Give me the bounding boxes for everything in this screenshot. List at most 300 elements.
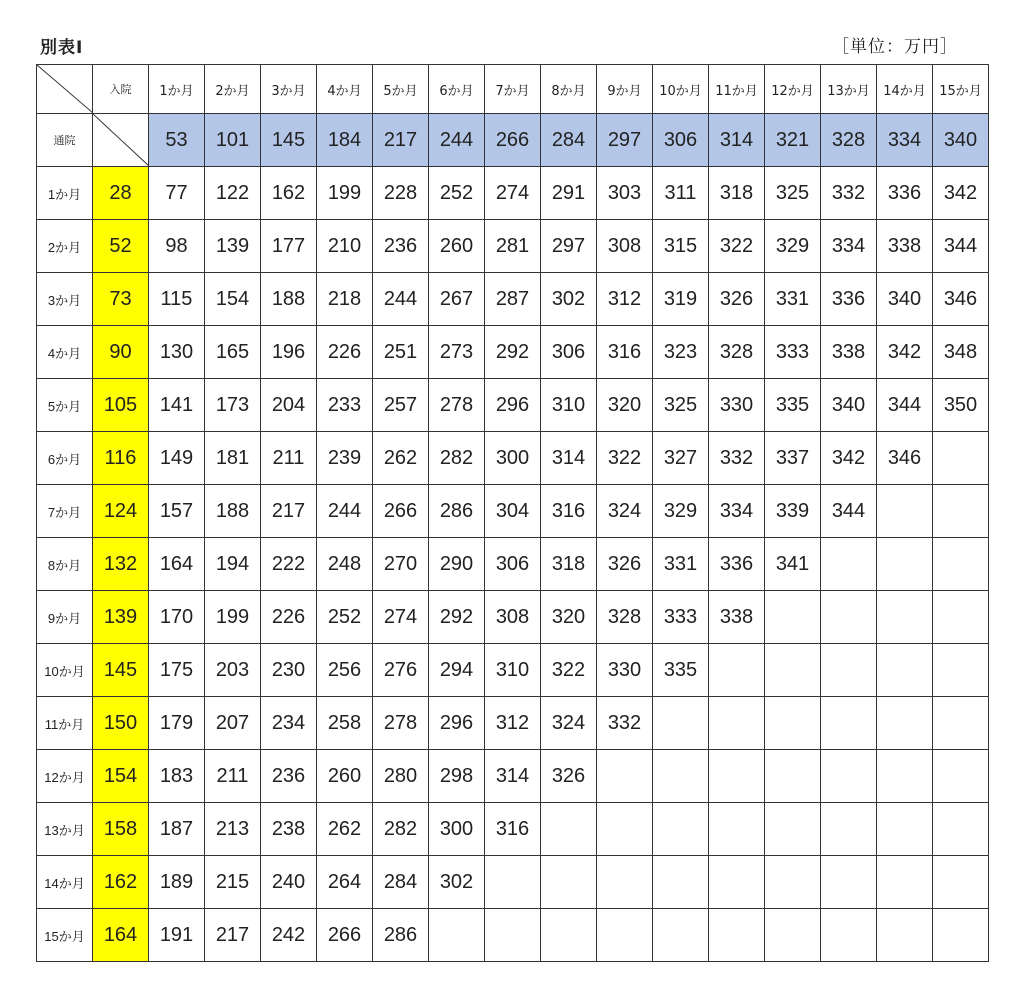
tsuin-only-value: 28 <box>93 167 149 220</box>
table-cell: 215 <box>205 856 261 909</box>
column-header: 12か月 <box>765 65 821 114</box>
table-cell: 322 <box>541 644 597 697</box>
tsuin-only-value: 150 <box>93 697 149 750</box>
table-cell <box>653 803 709 856</box>
table-cell: 248 <box>317 538 373 591</box>
column-header: 1か月 <box>149 65 205 114</box>
table-cell: 252 <box>317 591 373 644</box>
table-cell <box>933 591 989 644</box>
table-cell: 320 <box>541 591 597 644</box>
table-cell <box>653 750 709 803</box>
table-cell: 154 <box>205 273 261 326</box>
table-cell <box>541 856 597 909</box>
table-cell: 334 <box>821 220 877 273</box>
table-cell: 211 <box>205 750 261 803</box>
table-cell: 284 <box>373 856 429 909</box>
table-cell: 274 <box>373 591 429 644</box>
table-cell: 98 <box>149 220 205 273</box>
table-cell <box>709 697 765 750</box>
table-cell <box>877 803 933 856</box>
table-cell: 139 <box>205 220 261 273</box>
column-header: 7か月 <box>485 65 541 114</box>
table-cell: 325 <box>765 167 821 220</box>
table-cell <box>877 697 933 750</box>
table-cell <box>765 909 821 962</box>
table-cell: 211 <box>261 432 317 485</box>
table-cell: 177 <box>261 220 317 273</box>
table-cell: 315 <box>653 220 709 273</box>
table-cell <box>709 909 765 962</box>
table-row <box>37 379 989 432</box>
table-cell: 290 <box>429 538 485 591</box>
row-header: 12か月 <box>37 750 93 803</box>
table-cell: 328 <box>597 591 653 644</box>
table-cell <box>933 538 989 591</box>
table-cell <box>597 750 653 803</box>
table-cell: 338 <box>709 591 765 644</box>
table-cell: 296 <box>485 379 541 432</box>
row-header: 13か月 <box>37 803 93 856</box>
table-cell: 183 <box>149 750 205 803</box>
nyuin-only-value: 101 <box>205 114 261 167</box>
table-cell: 306 <box>541 326 597 379</box>
table-cell <box>541 803 597 856</box>
table-cell: 291 <box>541 167 597 220</box>
table-cell: 342 <box>877 326 933 379</box>
table-cell: 302 <box>429 856 485 909</box>
table-cell: 281 <box>485 220 541 273</box>
table-cell: 242 <box>261 909 317 962</box>
table-cell: 280 <box>373 750 429 803</box>
table-cell: 226 <box>261 591 317 644</box>
table-row <box>37 644 989 697</box>
table-cell: 196 <box>261 326 317 379</box>
column-header: 2か月 <box>205 65 261 114</box>
table-cell: 312 <box>597 273 653 326</box>
table-cell: 165 <box>205 326 261 379</box>
table-cell <box>821 856 877 909</box>
table-cell: 316 <box>485 803 541 856</box>
table-cell: 141 <box>149 379 205 432</box>
diagonal-line <box>93 114 149 166</box>
table-cell: 306 <box>485 538 541 591</box>
table-cell: 292 <box>429 591 485 644</box>
table-cell: 258 <box>317 697 373 750</box>
tsuin-only-value: 145 <box>93 644 149 697</box>
table-cell: 130 <box>149 326 205 379</box>
table-cell: 236 <box>373 220 429 273</box>
table-cell <box>709 644 765 697</box>
table-cell: 233 <box>317 379 373 432</box>
table-cell: 336 <box>821 273 877 326</box>
table-cell: 175 <box>149 644 205 697</box>
table-cell <box>821 909 877 962</box>
nyuin-only-value: 266 <box>485 114 541 167</box>
table-cell: 326 <box>709 273 765 326</box>
compensation-table <box>36 64 989 962</box>
table-cell: 157 <box>149 485 205 538</box>
table-cell: 256 <box>317 644 373 697</box>
table-cell: 217 <box>261 485 317 538</box>
table-cell <box>597 803 653 856</box>
table-cell <box>933 432 989 485</box>
table-cell: 344 <box>877 379 933 432</box>
table-cell: 297 <box>541 220 597 273</box>
tsuin-only-value: 73 <box>93 273 149 326</box>
table-cell: 324 <box>597 485 653 538</box>
table-cell: 276 <box>373 644 429 697</box>
table-cell <box>485 909 541 962</box>
tsuin-only-value: 158 <box>93 803 149 856</box>
table-row <box>37 220 989 273</box>
table-cell: 164 <box>149 538 205 591</box>
column-header: 5か月 <box>373 65 429 114</box>
tsuin-only-value: 164 <box>93 909 149 962</box>
nyuin-only-value: 284 <box>541 114 597 167</box>
row-header: 7か月 <box>37 485 93 538</box>
table-cell: 338 <box>821 326 877 379</box>
table-cell: 188 <box>205 485 261 538</box>
table-cell: 324 <box>541 697 597 750</box>
table-cell: 292 <box>485 326 541 379</box>
table-cell: 240 <box>261 856 317 909</box>
table-cell <box>765 644 821 697</box>
table-cell: 322 <box>709 220 765 273</box>
table-cell: 314 <box>541 432 597 485</box>
table-cell: 319 <box>653 273 709 326</box>
table-cell <box>765 750 821 803</box>
column-header: 14か月 <box>877 65 933 114</box>
table-cell: 260 <box>429 220 485 273</box>
table-row <box>37 432 989 485</box>
table-cell <box>821 644 877 697</box>
nyuin-label: 入院 <box>93 65 149 114</box>
table-cell <box>877 538 933 591</box>
table-cell: 267 <box>429 273 485 326</box>
table-cell: 340 <box>877 273 933 326</box>
nyuin-only-value: 334 <box>877 114 933 167</box>
table-cell: 162 <box>261 167 317 220</box>
table-cell: 341 <box>765 538 821 591</box>
table-cell <box>597 909 653 962</box>
table-cell <box>709 803 765 856</box>
row-header: 14か月 <box>37 856 93 909</box>
table-cell: 310 <box>485 644 541 697</box>
table-cell: 270 <box>373 538 429 591</box>
table-cell: 318 <box>709 167 765 220</box>
column-header: 10か月 <box>653 65 709 114</box>
table-row <box>37 485 989 538</box>
table-row <box>37 697 989 750</box>
table-cell <box>541 909 597 962</box>
table-cell: 336 <box>709 538 765 591</box>
table-cell: 199 <box>317 167 373 220</box>
table-cell: 226 <box>317 326 373 379</box>
table-row <box>37 909 989 962</box>
tsuin-only-value: 52 <box>93 220 149 273</box>
row-header: 3か月 <box>37 273 93 326</box>
table-cell <box>653 697 709 750</box>
table-cell: 286 <box>429 485 485 538</box>
table-cell: 303 <box>597 167 653 220</box>
table-row <box>37 167 989 220</box>
table-cell <box>933 485 989 538</box>
table-cell: 230 <box>261 644 317 697</box>
table-cell: 346 <box>933 273 989 326</box>
row-header: 11か月 <box>37 697 93 750</box>
table-cell: 316 <box>541 485 597 538</box>
table-cell <box>933 644 989 697</box>
table-cell: 326 <box>541 750 597 803</box>
table-cell: 149 <box>149 432 205 485</box>
nyuin-only-value: 217 <box>373 114 429 167</box>
table-cell: 328 <box>709 326 765 379</box>
table-cell: 170 <box>149 591 205 644</box>
table-cell <box>821 750 877 803</box>
table-cell: 332 <box>597 697 653 750</box>
tsuin-only-value: 154 <box>93 750 149 803</box>
table-cell: 333 <box>653 591 709 644</box>
column-header: 11か月 <box>709 65 765 114</box>
table-cell: 181 <box>205 432 261 485</box>
table-row <box>37 273 989 326</box>
table-cell <box>597 856 653 909</box>
table-row <box>37 803 989 856</box>
table-cell: 210 <box>317 220 373 273</box>
table-cell: 77 <box>149 167 205 220</box>
table-cell <box>933 856 989 909</box>
table-cell: 213 <box>205 803 261 856</box>
table-cell: 207 <box>205 697 261 750</box>
diagonal-line <box>37 65 93 113</box>
column-header: 4か月 <box>317 65 373 114</box>
table-cell: 330 <box>597 644 653 697</box>
table-cell: 322 <box>597 432 653 485</box>
table-cell <box>877 856 933 909</box>
table-cell <box>933 909 989 962</box>
row-header: 1か月 <box>37 167 93 220</box>
table-cell: 286 <box>373 909 429 962</box>
table-cell <box>821 697 877 750</box>
nyuin-only-value: 328 <box>821 114 877 167</box>
nyuin-only-value: 314 <box>709 114 765 167</box>
table-cell: 323 <box>653 326 709 379</box>
table-cell <box>821 591 877 644</box>
table-cell: 329 <box>765 220 821 273</box>
column-header: 15か月 <box>933 65 989 114</box>
table-cell <box>653 856 709 909</box>
column-header: 8か月 <box>541 65 597 114</box>
table-cell <box>709 856 765 909</box>
table-cell: 335 <box>765 379 821 432</box>
table-cell <box>877 750 933 803</box>
table-cell <box>765 697 821 750</box>
table-cell: 335 <box>653 644 709 697</box>
tsuin-label: 通院 <box>37 114 93 167</box>
table-cell: 278 <box>429 379 485 432</box>
column-header: 9か月 <box>597 65 653 114</box>
table-cell <box>429 909 485 962</box>
table-cell: 311 <box>653 167 709 220</box>
table-row <box>37 750 989 803</box>
table-row <box>37 856 989 909</box>
table-cell: 188 <box>261 273 317 326</box>
table-cell: 228 <box>373 167 429 220</box>
table-cell: 298 <box>429 750 485 803</box>
table-cell: 251 <box>373 326 429 379</box>
table-cell: 296 <box>429 697 485 750</box>
table-cell: 199 <box>205 591 261 644</box>
table-cell: 312 <box>485 697 541 750</box>
table-cell: 340 <box>821 379 877 432</box>
table-cell: 332 <box>709 432 765 485</box>
table-cell <box>877 485 933 538</box>
table-cell: 203 <box>205 644 261 697</box>
table-cell: 260 <box>317 750 373 803</box>
table-cell: 333 <box>765 326 821 379</box>
column-header: 13か月 <box>821 65 877 114</box>
table-cell: 187 <box>149 803 205 856</box>
table-cell <box>877 591 933 644</box>
table-cell: 122 <box>205 167 261 220</box>
table-cell: 330 <box>709 379 765 432</box>
nyuin-only-value: 53 <box>149 114 205 167</box>
table-cell: 346 <box>877 432 933 485</box>
table-cell: 316 <box>597 326 653 379</box>
tsuin-only-value: 162 <box>93 856 149 909</box>
column-header: 6か月 <box>429 65 485 114</box>
table-cell: 273 <box>429 326 485 379</box>
table-cell: 331 <box>653 538 709 591</box>
table-cell: 179 <box>149 697 205 750</box>
row-header: 8か月 <box>37 538 93 591</box>
tsuin-only-value: 139 <box>93 591 149 644</box>
table-cell: 344 <box>821 485 877 538</box>
table-cell: 282 <box>373 803 429 856</box>
table-cell: 204 <box>261 379 317 432</box>
table-cell: 115 <box>149 273 205 326</box>
table-cell: 339 <box>765 485 821 538</box>
nyuin-only-value: 184 <box>317 114 373 167</box>
table-cell: 318 <box>541 538 597 591</box>
tsuin-only-value: 132 <box>93 538 149 591</box>
tsuin-only-value: 105 <box>93 379 149 432</box>
table-cell: 326 <box>597 538 653 591</box>
nyuin-only-value: 321 <box>765 114 821 167</box>
table-cell: 191 <box>149 909 205 962</box>
table-cell: 173 <box>205 379 261 432</box>
table-cell: 262 <box>373 432 429 485</box>
table-cell: 239 <box>317 432 373 485</box>
table-cell: 274 <box>485 167 541 220</box>
table-cell <box>765 803 821 856</box>
document-title: 別表Ⅰ <box>40 38 84 58</box>
table-cell: 344 <box>933 220 989 273</box>
table-cell: 304 <box>485 485 541 538</box>
table-cell: 310 <box>541 379 597 432</box>
table-cell <box>933 750 989 803</box>
row-header: 2か月 <box>37 220 93 273</box>
table-cell: 337 <box>765 432 821 485</box>
table-cell: 314 <box>485 750 541 803</box>
table-cell: 189 <box>149 856 205 909</box>
table-cell <box>877 909 933 962</box>
tsuin-only-value: 116 <box>93 432 149 485</box>
table-cell: 236 <box>261 750 317 803</box>
row-header: 5か月 <box>37 379 93 432</box>
row-header: 10か月 <box>37 644 93 697</box>
table-cell: 257 <box>373 379 429 432</box>
nyuin-only-value: 306 <box>653 114 709 167</box>
table-cell: 244 <box>317 485 373 538</box>
table-cell: 287 <box>485 273 541 326</box>
nyuin-only-value: 340 <box>933 114 989 167</box>
table-cell: 266 <box>317 909 373 962</box>
table-cell <box>765 591 821 644</box>
table-cell <box>765 856 821 909</box>
table-cell: 252 <box>429 167 485 220</box>
table-cell: 244 <box>373 273 429 326</box>
table-cell <box>821 803 877 856</box>
nyuin-only-value: 244 <box>429 114 485 167</box>
table-cell: 217 <box>205 909 261 962</box>
table-cell: 294 <box>429 644 485 697</box>
table-cell <box>933 803 989 856</box>
row-header: 6か月 <box>37 432 93 485</box>
table-cell: 300 <box>485 432 541 485</box>
table-cell: 350 <box>933 379 989 432</box>
column-header: 3か月 <box>261 65 317 114</box>
table-cell: 325 <box>653 379 709 432</box>
table-cell <box>933 697 989 750</box>
table-cell: 194 <box>205 538 261 591</box>
corner-cell <box>37 65 93 114</box>
table-cell: 331 <box>765 273 821 326</box>
table-row <box>37 591 989 644</box>
table-cell <box>821 538 877 591</box>
table-cell: 327 <box>653 432 709 485</box>
table-cell: 264 <box>317 856 373 909</box>
table-cell: 336 <box>877 167 933 220</box>
table-cell: 282 <box>429 432 485 485</box>
table-cell <box>653 909 709 962</box>
table-cell: 238 <box>261 803 317 856</box>
table-cell: 234 <box>261 697 317 750</box>
table-cell <box>485 856 541 909</box>
nyuin-only-value: 297 <box>597 114 653 167</box>
table-cell: 300 <box>429 803 485 856</box>
nyuin-only-value: 145 <box>261 114 317 167</box>
row-header: 4か月 <box>37 326 93 379</box>
table-cell: 342 <box>821 432 877 485</box>
table-row <box>37 538 989 591</box>
table-cell: 266 <box>373 485 429 538</box>
table-cell: 262 <box>317 803 373 856</box>
unit-label: ［単位：万円］ <box>832 37 958 57</box>
table-cell <box>709 750 765 803</box>
table-cell: 334 <box>709 485 765 538</box>
table-cell: 218 <box>317 273 373 326</box>
diagonal-cell <box>93 114 149 167</box>
table-cell: 222 <box>261 538 317 591</box>
table-cell: 332 <box>821 167 877 220</box>
table-cell: 302 <box>541 273 597 326</box>
row-header: 15か月 <box>37 909 93 962</box>
table-cell: 278 <box>373 697 429 750</box>
table-cell: 348 <box>933 326 989 379</box>
table-cell: 342 <box>933 167 989 220</box>
table-cell: 308 <box>485 591 541 644</box>
